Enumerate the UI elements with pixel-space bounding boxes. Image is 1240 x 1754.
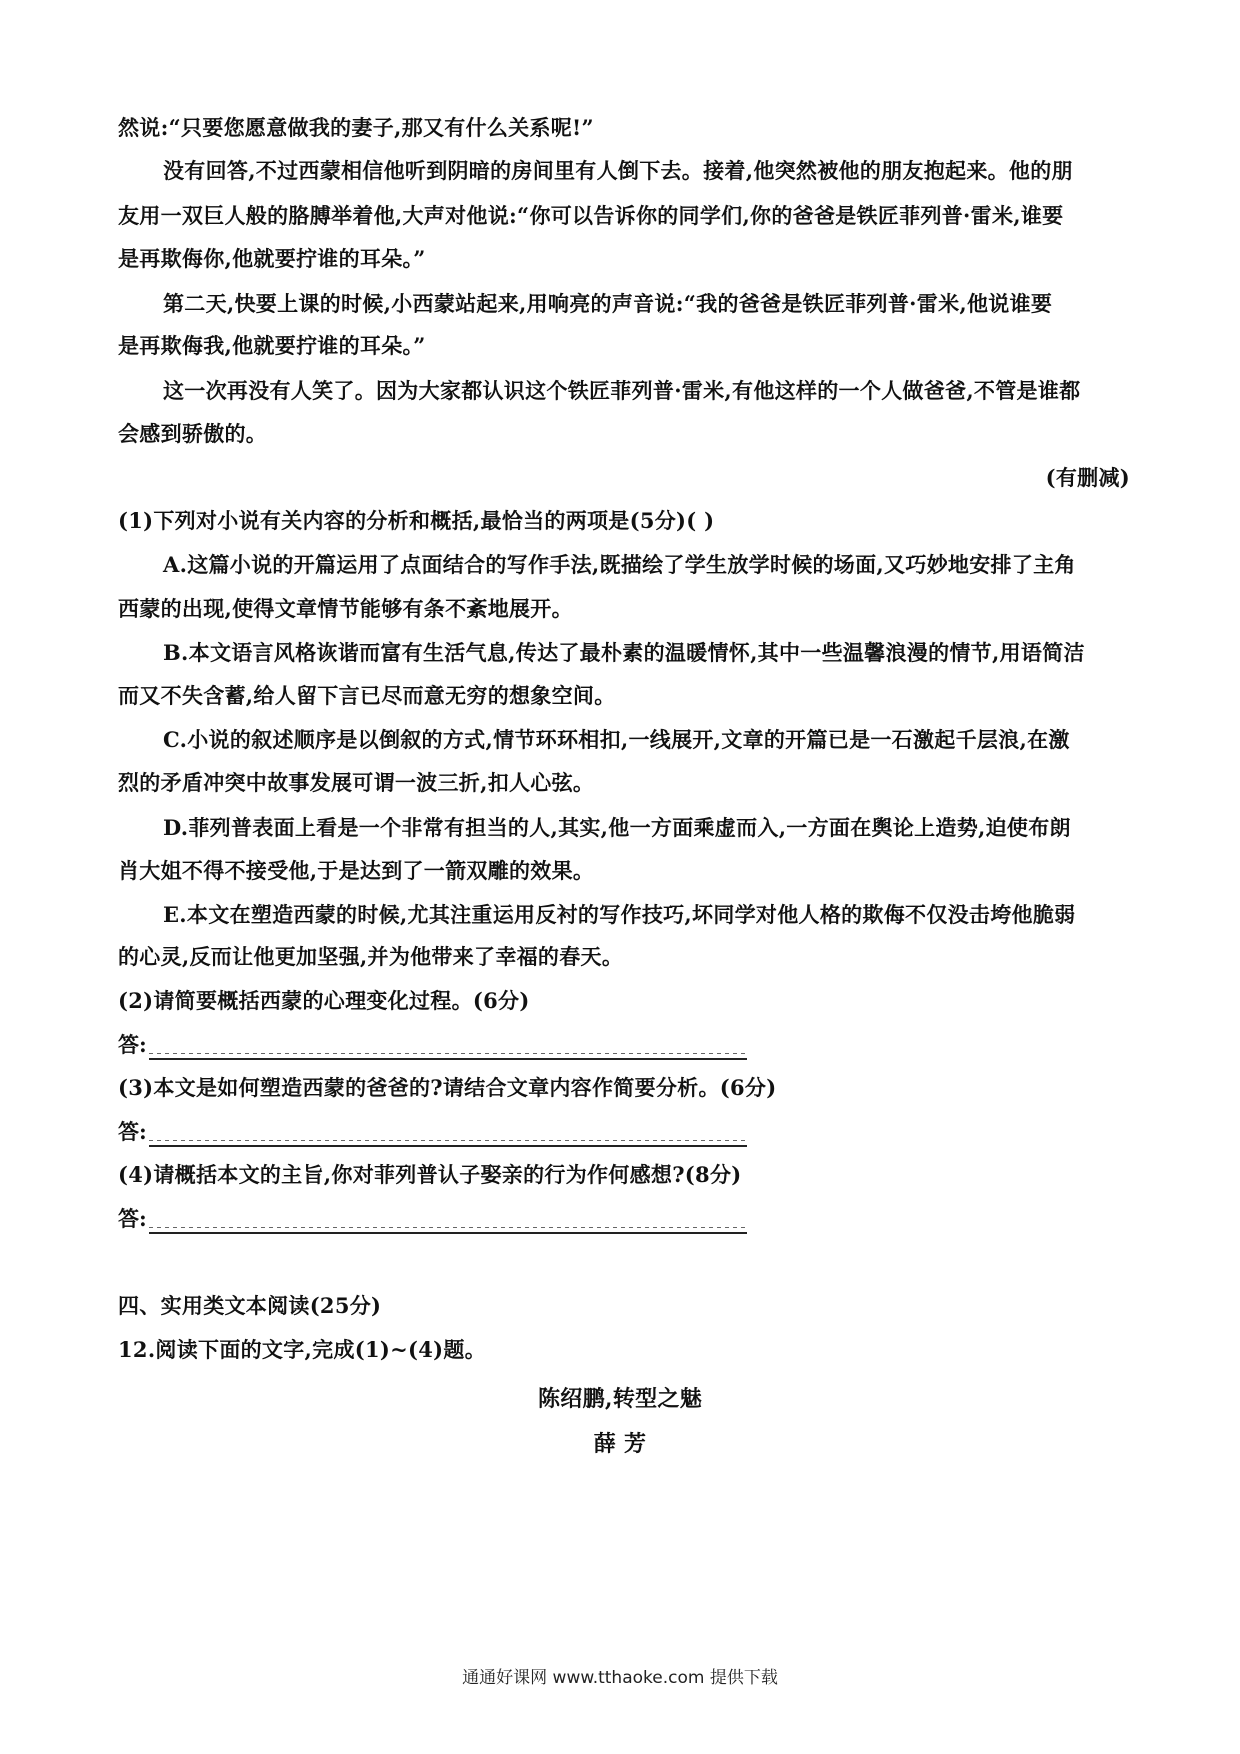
- footer-credit: 通通好课网 www.tthaoke.com 提供下载: [462, 1668, 778, 1688]
- text-line: 没有回答,不过西蒙相信他听到阴暗的房间里有人倒下去。接着,他突然被他的朋友抱起来。他的朋: [163, 158, 1073, 183]
- question-3: (3)本文是如何塑造西蒙的爸爸的?请结合文章内容作简要分析。(6分): [118, 1075, 777, 1100]
- answer-blank[interactable]: [149, 1036, 747, 1060]
- question-12: 12.阅读下面的文字,完成(1)~(4)题。: [118, 1337, 487, 1362]
- article-title: 陈绍鹏,转型之魅: [537, 1386, 703, 1412]
- text-line: 而又不失含蓄,给人留下言已尽而意无穷的想象空间。: [118, 683, 616, 708]
- option-e: E.本文在塑造西蒙的时候,尤其注重运用反衬的写作技巧,坏同学对他人格的欺侮不仅没击垮他脆弱: [163, 902, 1076, 927]
- text-line: 是再欺侮你,他就要拧谁的耳朵。”: [118, 246, 426, 271]
- question-2: (2)请简要概括西蒙的心理变化过程。(6分): [118, 988, 530, 1013]
- abridged-note: (有删减): [1045, 465, 1130, 490]
- text-line: 肖大姐不得不接受他,于是达到了一箭双雕的效果。: [118, 858, 595, 883]
- answer-blank[interactable]: [149, 1210, 747, 1234]
- text-line: 然说:“只要您愿意做我的妻子,那又有什么关系呢!”: [118, 115, 594, 140]
- answer-row-4: [118, 1204, 747, 1234]
- article-author: 薛 芳: [593, 1431, 647, 1457]
- answer-label: 答:: [118, 1119, 147, 1144]
- answer-label: 答:: [118, 1032, 147, 1057]
- option-d: D.菲列普表面上看是一个非常有担当的人,其实,他一方面乘虚而入,一方面在舆论上造势,迫使布朗: [163, 815, 1071, 840]
- text-line: 第二天,快要上课的时候,小西蒙站起来,用响亮的声音说:“我的爸爸是铁匠菲列普·雷米,他说谁要: [163, 291, 1053, 316]
- option-a: A.这篇小说的开篇运用了点面结合的写作手法,既描绘了学生放学时候的场面,又巧妙地安排了主角: [163, 552, 1076, 577]
- question-1: (1)下列对小说有关内容的分析和概括,最恰当的两项是(5分)( ): [118, 508, 715, 533]
- section-heading: 四、实用类文本阅读(25分): [118, 1293, 382, 1318]
- answer-blank[interactable]: [149, 1123, 747, 1147]
- text-line: 烈的矛盾冲突中故事发展可谓一波三折,扣人心弦。: [118, 770, 595, 795]
- text-line: 是再欺侮我,他就要拧谁的耳朵。”: [118, 333, 426, 358]
- text-line: 的心灵,反而让他更加坚强,并为他带来了幸福的春天。: [118, 944, 624, 969]
- text-line: 西蒙的出现,使得文章情节能够有条不紊地展开。: [118, 596, 573, 621]
- answer-row-2: [118, 1030, 747, 1060]
- answer-row-3: [118, 1117, 747, 1147]
- question-4: (4)请概括本文的主旨,你对菲列普认子娶亲的行为作何感想?(8分): [118, 1162, 742, 1187]
- text-line: 友用一双巨人般的胳膊举着他,大声对他说:“你可以告诉你的同学们,你的爸爸是铁匠菲列普·雷米,谁要: [118, 203, 1064, 228]
- option-c: C.小说的叙述顺序是以倒叙的方式,情节环环相扣,一线展开,文章的开篇已是一石激起千层浪,在激: [163, 727, 1070, 752]
- text-line: 会感到骄傲的。: [118, 421, 268, 446]
- text-line: 这一次再没有人笑了。因为大家都认识这个铁匠菲列普·雷米,有他这样的一个人做爸爸,不管是谁都: [163, 378, 1081, 403]
- answer-label: 答:: [118, 1206, 147, 1231]
- option-b: B.本文语言风格诙谐而富有生活气息,传达了最朴素的温暖情怀,其中一些温馨浪漫的情节,用语简洁: [163, 640, 1085, 665]
